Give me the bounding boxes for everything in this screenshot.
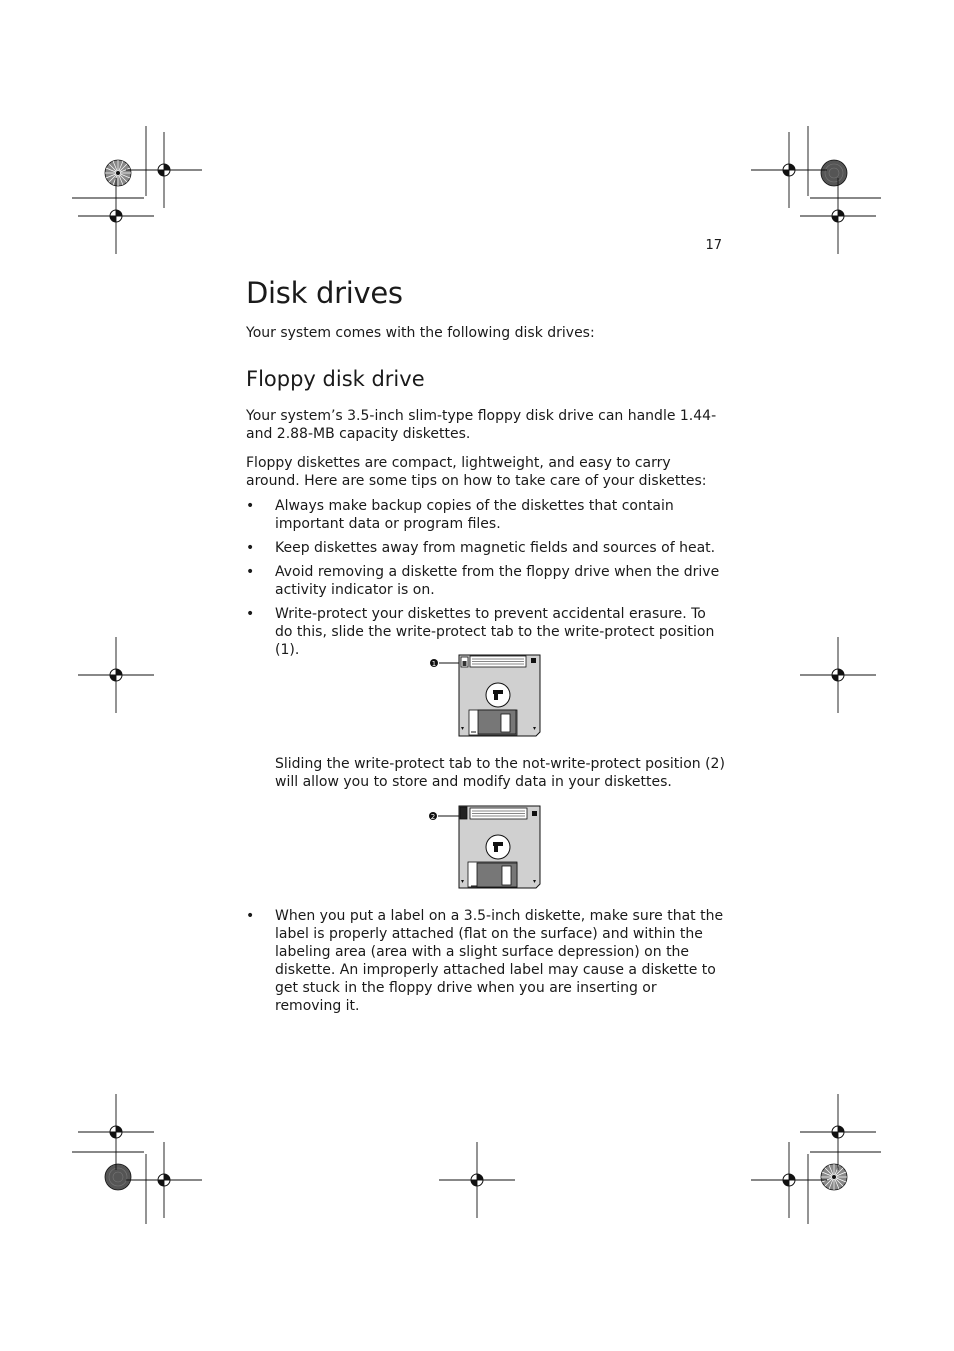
intro-text: Your system comes with the following disk drives:: [246, 325, 595, 341]
registration-mark: [126, 132, 202, 208]
registration-mark: [78, 178, 154, 254]
list-item-text: Keep diskettes away from magnetic fields and sources of heat.: [275, 540, 716, 556]
list-item-text: Write-protect your diskettes to prevent accidental erasure. To do this, slide the write-protect tab to the write-protect position (1).: [275, 606, 715, 658]
registration-mark: [78, 1094, 154, 1170]
crop-marks: [72, 126, 881, 1224]
color-target-mark: [821, 160, 847, 186]
bullet-icon: •: [246, 540, 255, 556]
paragraph-capacity: Your system’s 3.5-inch slim-type floppy disk drive can handle 1.44- and 2.88-MB capacity diskettes.: [246, 408, 717, 442]
registration-mark: [800, 178, 876, 254]
registration-mark: [126, 1142, 202, 1218]
bullet-icon: •: [246, 908, 255, 924]
callout-number: 2: [430, 813, 436, 821]
callout-number: 1: [431, 660, 437, 668]
paragraph-care-tips: Floppy diskettes are compact, lightweight, and easy to carry around. Here are some tips on how to take care of your diskettes:: [246, 455, 707, 489]
bullet-icon: •: [246, 606, 255, 622]
corner-mark-icon: ▾: [461, 878, 465, 885]
paragraph-not-write-protect: Sliding the write-protect tab to the not-write-protect position (2) will allow you to store and modify data in your diskettes.: [275, 756, 725, 790]
list-item-text: Always make backup copies of the diskettes that contain important data or program files.: [275, 498, 674, 532]
starburst-mark: [821, 1164, 847, 1190]
registration-mark: [800, 637, 876, 713]
registration-mark: [751, 1142, 827, 1218]
list-item-text: When you put a label on a 3.5-inch diskette, make sure that the label is properly attached (flat on the surface) and within the labeling area (area with a slight surface depression) on the diskette. An improperly attached label may cause a diskette to get stuck in the floppy drive when you are inserting or removing it.: [275, 908, 724, 1014]
list-item-text: Avoid removing a diskette from the floppy drive when the drive activity indicator is on.: [275, 564, 720, 598]
corner-mark-icon: ▾: [533, 725, 537, 732]
bullet-icon: •: [246, 498, 255, 514]
registration-mark: [78, 637, 154, 713]
page-title: Disk drives: [246, 276, 403, 310]
page-number: 17: [705, 238, 722, 253]
registration-mark: [800, 1094, 876, 1170]
registration-mark: [439, 1142, 515, 1218]
bullet-icon: •: [246, 564, 255, 580]
color-target-mark: [105, 1164, 131, 1190]
registration-mark: [751, 132, 827, 208]
starburst-mark: [105, 160, 131, 186]
section-title: Floppy disk drive: [246, 367, 425, 391]
corner-mark-icon: ▾: [533, 878, 537, 885]
corner-mark-icon: ▾: [461, 725, 465, 732]
